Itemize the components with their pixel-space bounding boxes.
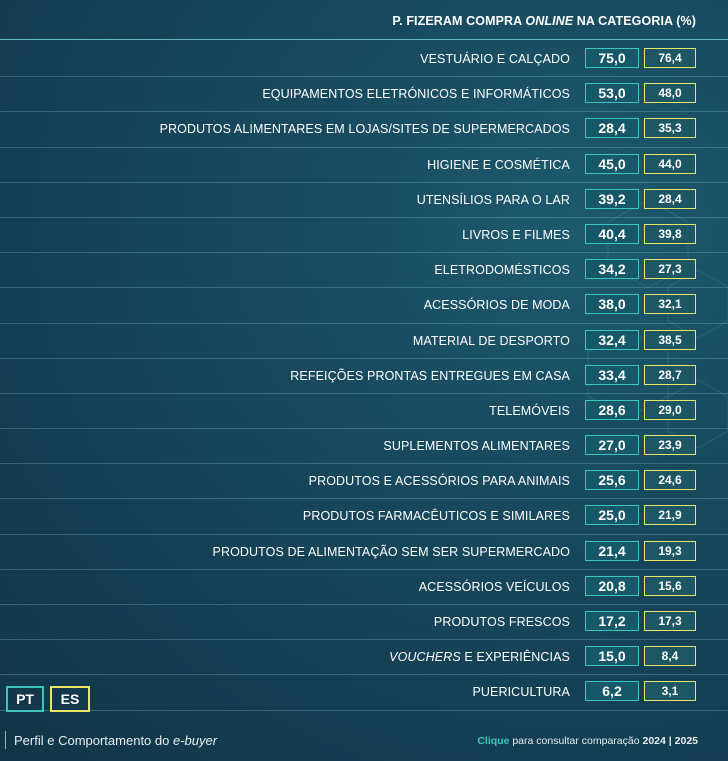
pt-value: 25,0	[585, 505, 639, 525]
es-value: 24,6	[644, 470, 696, 490]
es-value: 8,4	[644, 646, 696, 666]
category-label-text: MATERIAL DE DESPORTO	[412, 333, 570, 348]
legend-es-button[interactable]: ES	[50, 686, 90, 712]
legend-pt-button[interactable]: PT	[6, 686, 44, 712]
footer-compare-text: para consultar comparação	[509, 735, 643, 747]
es-value: 38,5	[644, 330, 696, 350]
category-label	[472, 685, 570, 699]
category-label	[413, 334, 570, 348]
pt-value: 15,0	[585, 646, 639, 666]
pt-value: 27,0	[585, 435, 639, 455]
table-row	[0, 429, 728, 464]
footer-title-text: Perfil e Comportamento do	[14, 733, 173, 748]
es-value: 39,8	[644, 224, 696, 244]
category-label-text: HIGIENE E COSMÉTICA	[427, 157, 570, 172]
category-label	[434, 615, 570, 629]
category-label-text: PRODUTOS DE ALIMENTAÇÃO SEM SER SUPERMERCADO	[212, 544, 570, 559]
category-label	[309, 474, 570, 488]
category-label-text: EQUIPAMENTOS ELETRÓNICOS E INFORMÁTICOS	[262, 87, 570, 102]
category-label-text: LIVROS E FILMES	[462, 227, 570, 242]
table-row	[0, 675, 728, 710]
clique-link[interactable]: Clique	[477, 735, 510, 747]
footer-divider	[5, 731, 6, 749]
es-value: 48,0	[644, 83, 696, 103]
category-label-text: TELEMÓVEIS	[489, 403, 570, 418]
es-value: 44,0	[644, 154, 696, 174]
es-value: 21,9	[644, 505, 696, 525]
category-label	[462, 228, 570, 242]
es-value: 3,1	[644, 681, 696, 701]
category-label	[383, 439, 570, 453]
pt-value: 21,4	[585, 541, 639, 561]
chart-title-suffix: NA CATEGORIA (%)	[573, 14, 696, 28]
category-label-text: PRODUTOS E ACESSÓRIOS PARA ANIMAIS	[308, 474, 570, 489]
pt-value: 40,4	[585, 224, 639, 244]
category-label-text: UTENSÍLIOS PARA O LAR	[416, 192, 570, 207]
category-label-text: ELETRODOMÉSTICOS	[434, 263, 570, 278]
category-label	[427, 158, 570, 172]
table-row	[0, 535, 728, 570]
category-label	[389, 650, 570, 664]
category-label	[303, 509, 570, 523]
category-label	[424, 298, 570, 312]
chart-title	[392, 14, 696, 28]
pt-value: 32,4	[585, 330, 639, 350]
year-separator: |	[665, 735, 675, 747]
pt-value: 6,2	[585, 681, 639, 701]
table-row	[0, 253, 728, 288]
table-row	[0, 42, 728, 77]
table-row	[0, 148, 728, 183]
category-label	[213, 545, 570, 559]
category-label-text: VESTUÁRIO E CALÇADO	[420, 52, 570, 66]
es-value: 28,4	[644, 189, 696, 209]
category-label	[419, 580, 570, 594]
table-row	[0, 324, 728, 359]
pt-value: 34,2	[585, 259, 639, 279]
category-label-text: ACESSÓRIOS VEÍCULOS	[418, 579, 570, 594]
category-label	[417, 193, 570, 207]
table-row	[0, 570, 728, 605]
pt-value: 38,0	[585, 294, 639, 314]
table-row	[0, 288, 728, 323]
footer-title-italic: e-buyer	[172, 733, 218, 748]
pt-value: 20,8	[585, 576, 639, 596]
pt-value: 28,6	[585, 400, 639, 420]
category-label-text: REFEIÇÕES PRONTAS ENTREGUES EM CASA	[290, 368, 570, 383]
es-value: 17,3	[644, 611, 696, 631]
es-value: 19,3	[644, 541, 696, 561]
category-label	[489, 404, 570, 418]
es-value: 29,0	[644, 400, 696, 420]
footer-compare	[477, 735, 698, 747]
category-label-text: ACESSÓRIOS DE MODA	[423, 298, 570, 313]
pt-value: 53,0	[585, 83, 639, 103]
year-2025-link[interactable]: 2025	[674, 735, 698, 747]
table-row	[0, 499, 728, 534]
es-value: 32,1	[644, 294, 696, 314]
legend	[6, 686, 90, 712]
chart-title-prefix: P. FIZERAM COMPRA	[392, 14, 526, 28]
pt-value: 28,4	[585, 118, 639, 138]
footer-title	[14, 733, 217, 748]
chart-title-italic: ONLINE	[525, 14, 574, 28]
category-label	[290, 369, 570, 383]
category-label-text: E EXPERIÊNCIAS	[460, 650, 570, 665]
pt-value: 75,0	[585, 48, 639, 68]
category-label-text: SUPLEMENTOS ALIMENTARES	[383, 439, 570, 454]
category-label-text: PRODUTOS ALIMENTARES EM LOJAS/SITES DE SUPERMERCADOS	[159, 122, 570, 137]
es-value: 76,4	[644, 48, 696, 68]
category-label	[160, 122, 570, 136]
table-row	[0, 183, 728, 218]
es-value: 28,7	[644, 365, 696, 385]
table-row	[0, 394, 728, 429]
pt-value: 39,2	[585, 189, 639, 209]
pt-value: 45,0	[585, 154, 639, 174]
table-row	[0, 464, 728, 499]
category-label	[420, 52, 570, 66]
table-row	[0, 640, 728, 675]
category-label	[434, 263, 570, 277]
table-row	[0, 77, 728, 112]
es-value: 23,9	[644, 435, 696, 455]
table-row	[0, 218, 728, 253]
pt-value: 25,6	[585, 470, 639, 490]
category-label	[262, 87, 570, 101]
category-label-text: PRODUTOS FRESCOS	[433, 615, 570, 629]
es-value: 15,6	[644, 576, 696, 596]
category-label-text: PRODUTOS FARMACÊUTICOS E SIMILARES	[302, 509, 570, 524]
table-row	[0, 112, 728, 147]
table-row	[0, 605, 728, 640]
year-2024-link[interactable]: 2024	[642, 735, 666, 747]
es-value: 27,3	[644, 259, 696, 279]
table-row	[0, 359, 728, 394]
pt-value: 17,2	[585, 611, 639, 631]
es-value: 35,3	[644, 118, 696, 138]
header-divider	[0, 39, 728, 40]
category-table	[0, 42, 728, 711]
row-divider	[0, 710, 728, 711]
category-label-italic: VOUCHERS	[389, 650, 461, 665]
category-label-text: PUERICULTURA	[472, 685, 570, 700]
pt-value: 33,4	[585, 365, 639, 385]
